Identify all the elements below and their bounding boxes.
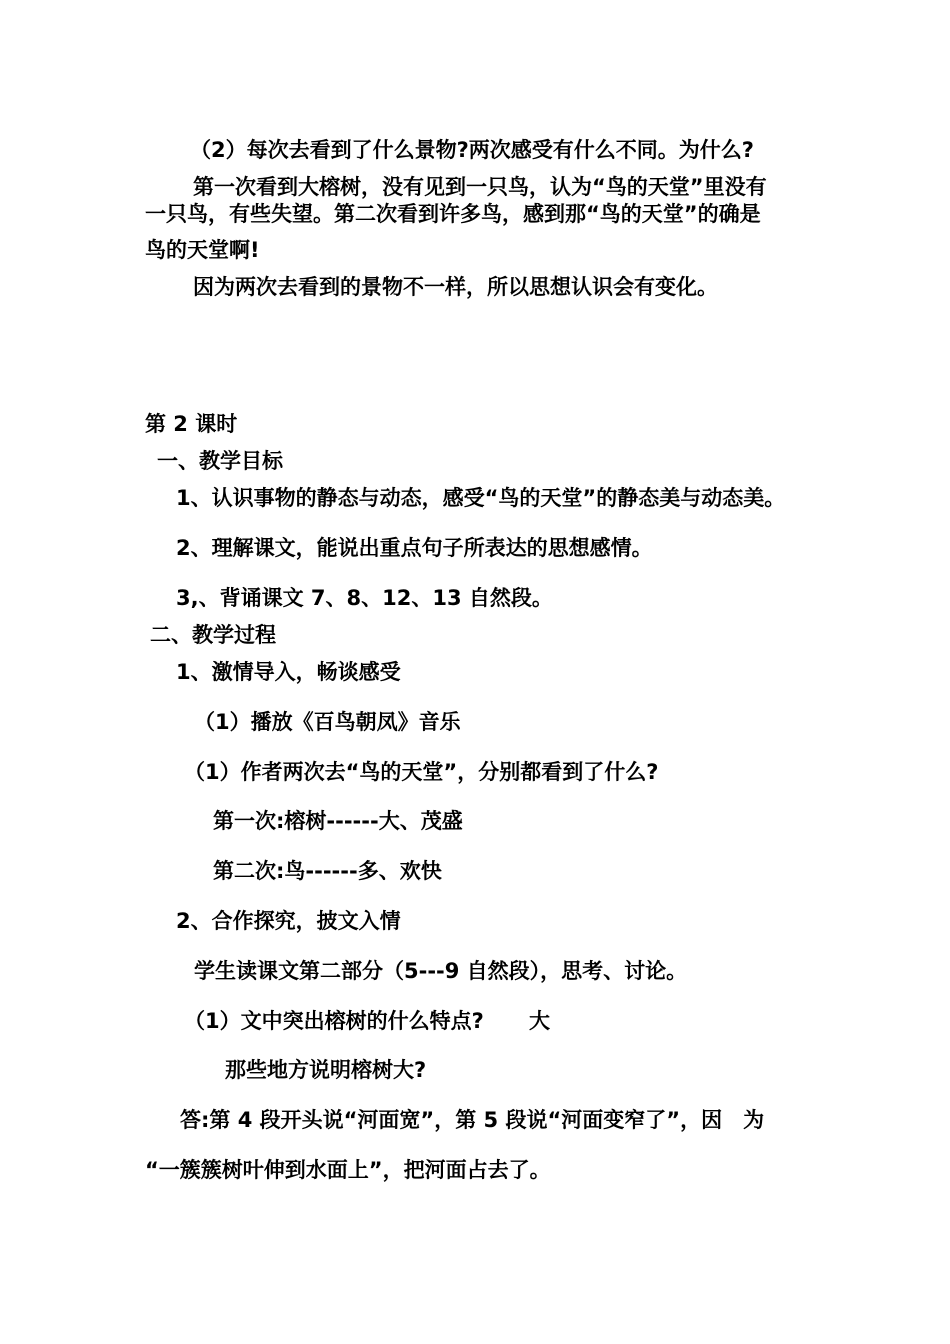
goals-title: 一、教学目标 <box>157 449 283 473</box>
step-1-a: （1）播放《百鸟朝凤》音乐 <box>194 710 461 734</box>
answer-line-1: 答:第 4 段开头说“河面宽”，第 5 段说“河面变窄了”，因 为 <box>180 1108 765 1132</box>
lesson1-answer-line1: 第一次看到大榕树，没有见到一只鸟，认为“鸟的天堂”里没有 <box>193 175 767 199</box>
second-time-observation: 第二次:鸟------多、欢快 <box>213 859 442 883</box>
lesson1-answer-line3: 鸟的天堂啊! <box>145 238 260 262</box>
step-2: 2、合作探究，披文入情 <box>176 909 401 933</box>
step-2-read: 学生读课文第二部分（5---9 自然段），思考、讨论。 <box>194 959 688 983</box>
step-2-question-1: （1）文中突出榕树的什么特点? <box>184 1009 484 1033</box>
goal-3: 3,、背诵课文 7、8、12、13 自然段。 <box>176 586 553 610</box>
lesson1-question2: （2）每次去看到了什么景物?两次感受有什么不同。为什么? <box>190 138 754 162</box>
goal-2: 2、理解课文，能说出重点句子所表达的思想感情。 <box>176 536 653 560</box>
answer-line-2: “一簇簇树叶伸到水面上”，把河面占去了。 <box>145 1158 551 1182</box>
step-2-question-1-follow: 那些地方说明榕树大? <box>225 1058 427 1082</box>
step-1-b: （1）作者两次去“鸟的天堂”，分别都看到了什么? <box>184 760 659 784</box>
step-1: 1、激情导入，畅谈感受 <box>176 660 401 684</box>
goal-1: 1、认识事物的静态与动态，感受“鸟的天堂”的静态美与动态美。 <box>176 486 786 510</box>
lesson1-answer-line2: 一只鸟，有些失望。第二次看到许多鸟，感到那“鸟的天堂”的确是 <box>145 202 761 226</box>
first-time-observation: 第一次:榕树------大、茂盛 <box>213 809 463 833</box>
lesson1-answer-reason: 因为两次去看到的景物不一样，所以思想认识会有变化。 <box>193 275 718 299</box>
step-2-question-1-answer: 大 <box>529 1009 550 1033</box>
lesson2-heading: 第 2 课时 <box>145 412 238 436</box>
process-title: 二、教学过程 <box>150 623 276 647</box>
